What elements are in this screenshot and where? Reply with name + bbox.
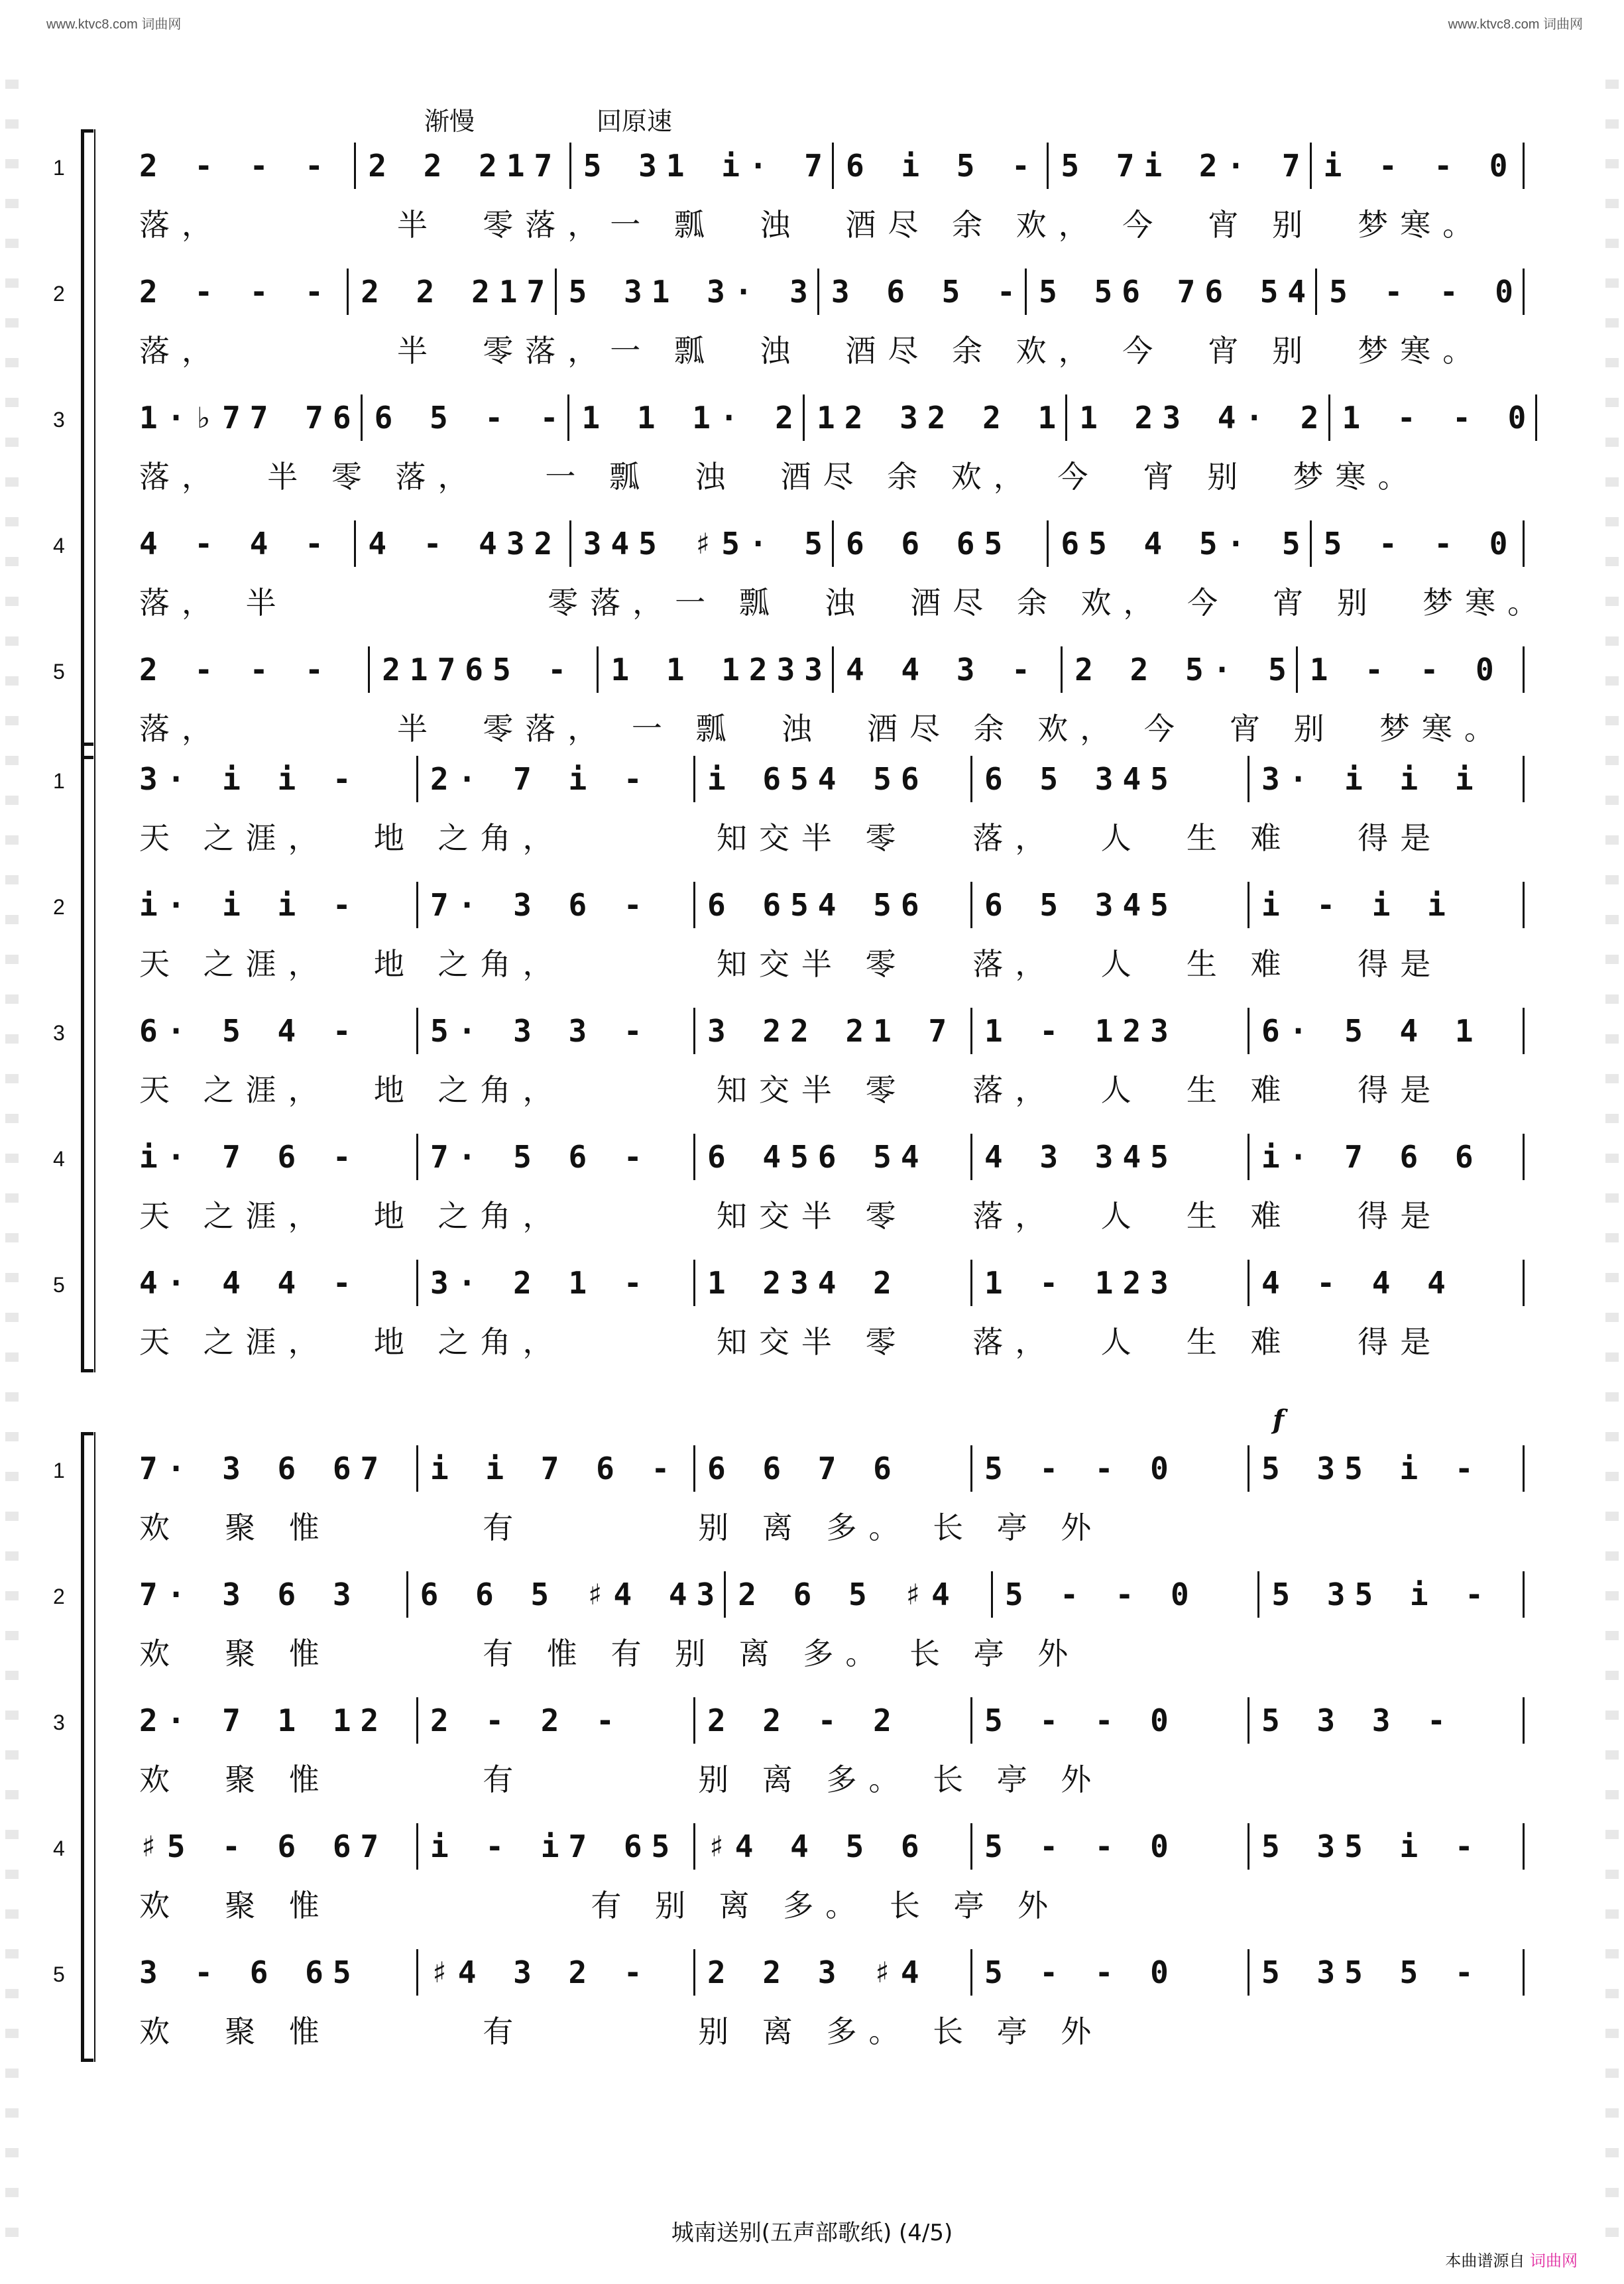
part-number: 3 <box>53 1021 65 1045</box>
measure: 2 - 2 - <box>416 1697 693 1744</box>
lyrics-line: 天 之涯， 地 之角， 知交半 零 落， 人 生 难 得是 <box>139 946 1443 982</box>
part-number: 2 <box>53 282 65 306</box>
header-site-right: www.ktvc8.com 词曲网 <box>1448 17 1583 32</box>
measure: 3· 2 1 - <box>416 1260 693 1306</box>
measure: 5 35 5 - <box>1247 1949 1525 1996</box>
system-barline <box>94 129 95 759</box>
measure: 5 - - 0 <box>970 1949 1247 1996</box>
measure: 5 56 76 54 <box>1025 269 1315 315</box>
source-credit <box>1445 2248 1578 2271</box>
part-number: 3 <box>53 408 65 432</box>
notation-line <box>139 1008 1525 1054</box>
measure: 3· i i - <box>139 761 361 797</box>
measure: 2 6 5 ♯4 <box>724 1571 991 1618</box>
left-margin-watermark <box>5 80 19 2241</box>
score-system <box>53 743 1538 1372</box>
voice-part <box>53 1404 1538 1558</box>
part-number: 1 <box>53 769 65 793</box>
measure: 2 2 217 <box>347 269 554 315</box>
measure: 1 1 1· 2 <box>567 394 803 441</box>
part-number: 1 <box>53 156 65 180</box>
notation-line <box>139 1260 1525 1306</box>
voice-part <box>53 1558 1538 1684</box>
measure: 7· 3 6 3 <box>139 1577 361 1612</box>
part-number: 3 <box>53 1711 65 1734</box>
lyrics-line: 落， 半 零落，一 瓢 浊 酒尽 余 欢， 今 宵 别 梦寒。 <box>139 585 1550 621</box>
voice-part <box>53 1246 1538 1372</box>
lyrics-line: 天 之涯， 地 之角， 知交半 零 落， 人 生 难 得是 <box>139 1198 1443 1234</box>
measure: 65 4 5· 5 <box>1047 520 1309 567</box>
lyrics-line: 天 之涯， 地 之角， 知交半 零 落， 人 生 难 得是 <box>139 1072 1443 1108</box>
measure: 6 6 5 ♯4 43 <box>406 1571 725 1618</box>
part-number: 5 <box>53 660 65 684</box>
measure: 2 2 3 ♯4 <box>693 1949 970 1996</box>
part-number: 4 <box>53 1836 65 1860</box>
notation-line <box>139 646 1525 693</box>
voice-part <box>53 1936 1538 2062</box>
measure: 4 - 4 4 <box>1247 1260 1525 1306</box>
lyrics-line: 欢 聚 惟 有 别 离 多。 长 亭 外 <box>139 1888 1061 1923</box>
system-bracket <box>81 129 93 759</box>
measure: 6 5 - - <box>361 394 568 441</box>
measure: 1·♭77 76 <box>139 400 361 436</box>
measure: 5 - - 0 <box>970 1823 1247 1870</box>
measure: 2 2 5· 5 <box>1061 646 1296 693</box>
voice-part <box>53 507 1550 633</box>
lyrics-line: 落， 半 零落， 一 瓢 浊 酒尽 余 欢， 今 宵 别 梦寒。 <box>139 711 1507 747</box>
measure: 6 654 56 <box>693 882 970 928</box>
lyrics-line: 落， 半 零落，一 瓢 浊 酒尽 余 欢， 今 宵 别 梦寒。 <box>139 333 1485 369</box>
notation-line <box>139 1445 1525 1492</box>
notation-line <box>139 1949 1525 1996</box>
tempo-mark-restore: 回原速 <box>597 107 673 136</box>
lyrics-line: 欢 聚 惟 有 别 离 多。 长 亭 外 <box>139 2014 1104 2049</box>
measure: i - i7 65 <box>416 1823 693 1870</box>
measure: 6 i 5 - <box>832 143 1047 189</box>
measure: 1 23 4· 2 <box>1065 394 1328 441</box>
notation-line <box>139 143 1525 189</box>
part-number: 1 <box>53 1459 65 1482</box>
part-number: 4 <box>53 534 65 558</box>
notation-line <box>139 756 1525 802</box>
lyrics-line: 落， 半 零 落， 一 瓢 浊 酒尽 余 欢， 今 宵 别 梦寒。 <box>139 459 1421 495</box>
part-number: 5 <box>53 1962 65 1986</box>
voice-part <box>53 994 1538 1120</box>
measure: 5 31 3· 3 <box>555 269 817 315</box>
measure: 6· 5 4 1 <box>1247 1008 1525 1054</box>
measure: 2 - - - <box>139 652 333 688</box>
measure: 5 3 3 - <box>1247 1697 1525 1744</box>
part-number: 2 <box>53 1585 65 1608</box>
measure: 6 5 345 <box>970 882 1247 928</box>
measure: 2· 7 1 12 <box>139 1703 388 1738</box>
voice-part <box>53 743 1538 869</box>
lyrics-line: 欢 聚 惟 有 惟 有 别 离 多。 长 亭 外 <box>139 1636 1080 1671</box>
measure: ♯5 - 6 67 <box>139 1829 388 1864</box>
notation-line <box>139 882 1525 928</box>
notation-line <box>139 1697 1525 1744</box>
measure: 5 35 i - <box>1247 1445 1525 1492</box>
score-system <box>53 1404 1538 2062</box>
measure: 6 456 54 <box>693 1134 970 1180</box>
voice-part <box>53 129 1538 255</box>
measure: 7· 5 6 - <box>416 1134 693 1180</box>
measure: i i 7 6 - <box>416 1445 693 1492</box>
measure: 6 5 345 <box>970 756 1247 802</box>
measure: 3 - 6 65 <box>139 1954 361 1990</box>
measure: 2 - - - <box>139 148 333 184</box>
system-barline <box>94 743 95 1372</box>
measure: 6 6 65 <box>832 520 1047 567</box>
measure: i - - 0 <box>1310 143 1525 189</box>
measure: 3 22 21 7 <box>693 1008 970 1054</box>
measure: 4 3 345 <box>970 1134 1247 1180</box>
measure: ♯4 4 5 6 <box>693 1823 970 1870</box>
measure: 1 1 1233 <box>597 646 832 693</box>
score-system <box>53 129 1550 759</box>
measure: 21765 - <box>368 646 597 693</box>
measure: 6· 5 4 - <box>139 1013 361 1049</box>
measure: 5 35 i - <box>1257 1571 1525 1618</box>
measure: 1 234 2 <box>693 1260 970 1306</box>
notation-line <box>139 394 1536 441</box>
measure: 2· 7 i - <box>416 756 693 802</box>
lyrics-line: 天 之涯， 地 之角， 知交半 零 落， 人 生 难 得是 <box>139 820 1443 856</box>
measure: 5 - - 0 <box>970 1445 1247 1492</box>
notation-line <box>139 1571 1525 1618</box>
notation-line <box>139 1823 1525 1870</box>
notation-line <box>139 520 1525 567</box>
measure: 345 ♯5· 5 <box>569 520 832 567</box>
voice-part <box>53 255 1538 381</box>
measure: 2 2 - 2 <box>693 1697 970 1744</box>
lyrics-line: 欢 聚 惟 有 别 离 多。 长 亭 外 <box>139 1510 1104 1545</box>
header-site-left: www.ktvc8.com 词曲网 <box>46 17 182 32</box>
measure: ♯4 3 2 - <box>416 1949 693 1996</box>
measure: 7· 3 6 67 <box>139 1451 388 1486</box>
measure: 1 - - 0 <box>1328 394 1538 441</box>
measure: 5· 3 3 - <box>416 1008 693 1054</box>
system-bracket <box>81 1432 93 2062</box>
lyrics-line: 落， 半 零落，一 瓢 浊 酒尽 余 欢， 今 宵 别 梦寒。 <box>139 207 1485 243</box>
measure: 5 - - 0 <box>991 1571 1258 1618</box>
lyrics-line: 天 之涯， 地 之角， 知交半 零 落， 人 生 难 得是 <box>139 1324 1443 1360</box>
voice-part <box>53 869 1538 994</box>
measure: 5 31 i· 7 <box>569 143 832 189</box>
measure: 5 - - 0 <box>1310 520 1525 567</box>
system-barline <box>94 1432 95 2062</box>
notation-line <box>139 269 1525 315</box>
measure: i· 7 6 - <box>139 1139 361 1175</box>
measure: i· 7 6 6 <box>1247 1134 1525 1180</box>
measure: i - i i <box>1247 882 1525 928</box>
measure: 2 2 217 <box>354 143 569 189</box>
notation-line <box>139 1134 1525 1180</box>
measure: 1 - 123 <box>970 1260 1247 1306</box>
measure: 5 7i 2· 7 <box>1047 143 1309 189</box>
page-footer-title: 城南送别(五声部歌纸) (4/5) <box>671 2220 953 2246</box>
dynamic-forte: f <box>1273 1404 1285 1435</box>
measure: 3 6 5 - <box>817 269 1025 315</box>
right-margin-watermark <box>1605 80 1619 2241</box>
part-number: 4 <box>53 1147 65 1171</box>
measure: 6 6 7 6 <box>693 1445 970 1492</box>
voice-part <box>53 633 1538 759</box>
measure: 5 - - 0 <box>1315 269 1525 315</box>
lyrics-line: 欢 聚 惟 有 别 离 多。 长 亭 外 <box>139 1762 1104 1797</box>
measure: 4 - 432 <box>354 520 569 567</box>
voice-part <box>53 1684 1538 1810</box>
part-number: 5 <box>53 1273 65 1297</box>
measure: i 654 56 <box>693 756 970 802</box>
tempo-mark-slow: 渐慢 <box>424 107 475 136</box>
source-site-link[interactable]: 词曲网 <box>1530 2252 1578 2270</box>
part-number: 2 <box>53 895 65 919</box>
measure: 4 4 3 - <box>832 646 1061 693</box>
measure: 1 - 123 <box>970 1008 1247 1054</box>
measure: 12 32 2 1 <box>803 394 1065 441</box>
measure: 4 - 4 - <box>139 526 333 562</box>
measure: 7· 3 6 - <box>416 882 693 928</box>
measure: 5 35 i - <box>1247 1823 1525 1870</box>
source-prefix: 本曲谱源自 <box>1445 2252 1525 2270</box>
measure: 1 - - 0 <box>1296 646 1525 693</box>
voice-part <box>53 381 1538 507</box>
measure: 2 - - - <box>139 274 333 310</box>
measure: 5 - - 0 <box>970 1697 1247 1744</box>
system-bracket <box>81 743 93 1372</box>
measure: i· i i - <box>139 887 361 923</box>
measure: 4· 4 4 - <box>139 1265 361 1301</box>
voice-part <box>53 1810 1538 1936</box>
voice-part <box>53 1120 1538 1246</box>
measure: 3· i i i <box>1247 756 1525 802</box>
